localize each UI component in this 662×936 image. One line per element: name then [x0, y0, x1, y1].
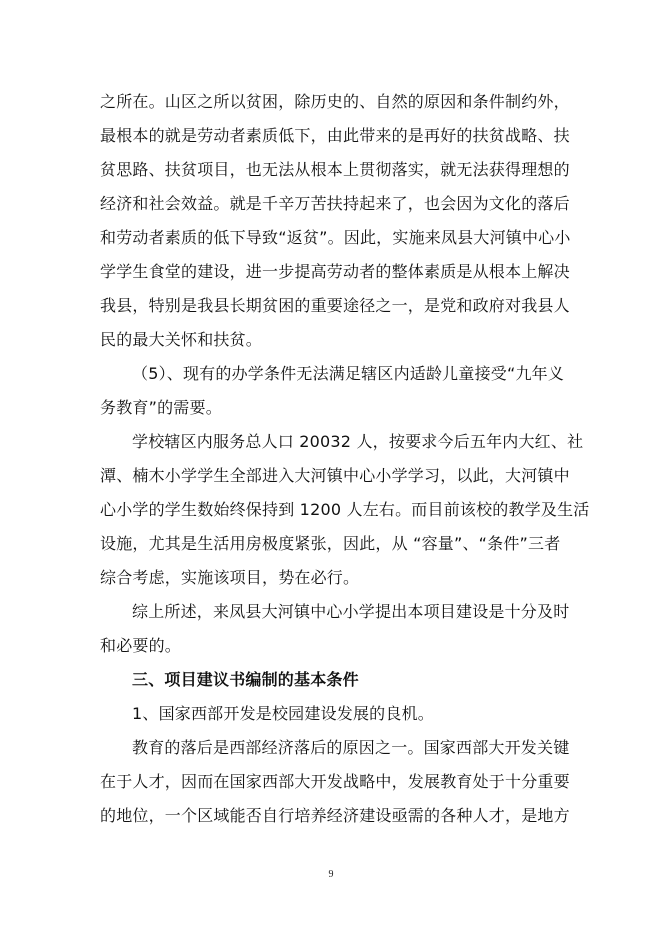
paragraph-line: 学学生食堂的建设，进一步提高劳动者的整体素质是从根本上解决 — [100, 262, 570, 281]
paragraph-line: 的地位，一个区域能否自行培养经济建设亟需的各种人才，是地方 — [100, 806, 570, 825]
paragraph-line: 最根本的就是劳动者素质低下，由此带来的是再好的扶贫战略、扶 — [100, 126, 570, 145]
paragraph-line: 潭、楠木小学学生全部进入大河镇中心小学学习，以此，大河镇中 — [100, 466, 570, 485]
paragraph-line: 教育的落后是西部经济落后的原因之一。国家西部大开发关键 — [132, 738, 570, 757]
paragraph-line: 设施，尤其是生活用房极度紧张，因此，从 “容量”、“条件”三者 — [100, 534, 561, 553]
paragraph-line: 务教育”的需要。 — [100, 398, 222, 417]
paragraph-line: 心小学的学生数始终保持到 1200 人左右。而目前该校的教学及生活 — [100, 500, 590, 519]
page-number: 9 — [328, 869, 334, 880]
paragraph-line: 之所在。山区之所以贫困，除历史的、自然的原因和条件制约外， — [100, 92, 570, 111]
paragraph-line: 学校辖区内服务总人口 20032 人，按要求今后五年内大红、社 — [132, 432, 584, 451]
paragraph-line: （5）、现有的办学条件无法满足辖区内适龄儿童接受“九年义 — [132, 364, 565, 383]
paragraph-line: 贫思路、扶贫项目，也无法从根本上贯彻落实，就无法获得理想的 — [100, 160, 570, 179]
paragraph-line: 和劳动者素质的低下导致“返贫”。因此，实施来凤县大河镇中心小 — [100, 228, 571, 247]
paragraph-line: 经济和社会效益。就是千辛万苦扶持起来了，也会因为文化的落后 — [100, 194, 570, 213]
paragraph-line: 综合考虑，实施该项目，势在必行。 — [100, 568, 360, 587]
subsection-heading: 1、国家西部开发是校园建设发展的良机。 — [132, 704, 434, 723]
paragraph-line: 民的最大关怀和扶贫。 — [100, 330, 263, 349]
paragraph-line: 在于人才，因而在国家西部大开发战略中，发展教育处于十分重要 — [100, 772, 570, 791]
paragraph-line: 我县，特别是我县长期贫困的重要途径之一，是党和政府对我县人 — [100, 296, 570, 315]
section-heading: 三、项目建议书编制的基本条件 — [132, 670, 359, 689]
paragraph-line: 综上所述，来凤县大河镇中心小学提出本项目建设是十分及时 — [132, 602, 570, 621]
paragraph-line: 和必要的。 — [100, 636, 182, 655]
